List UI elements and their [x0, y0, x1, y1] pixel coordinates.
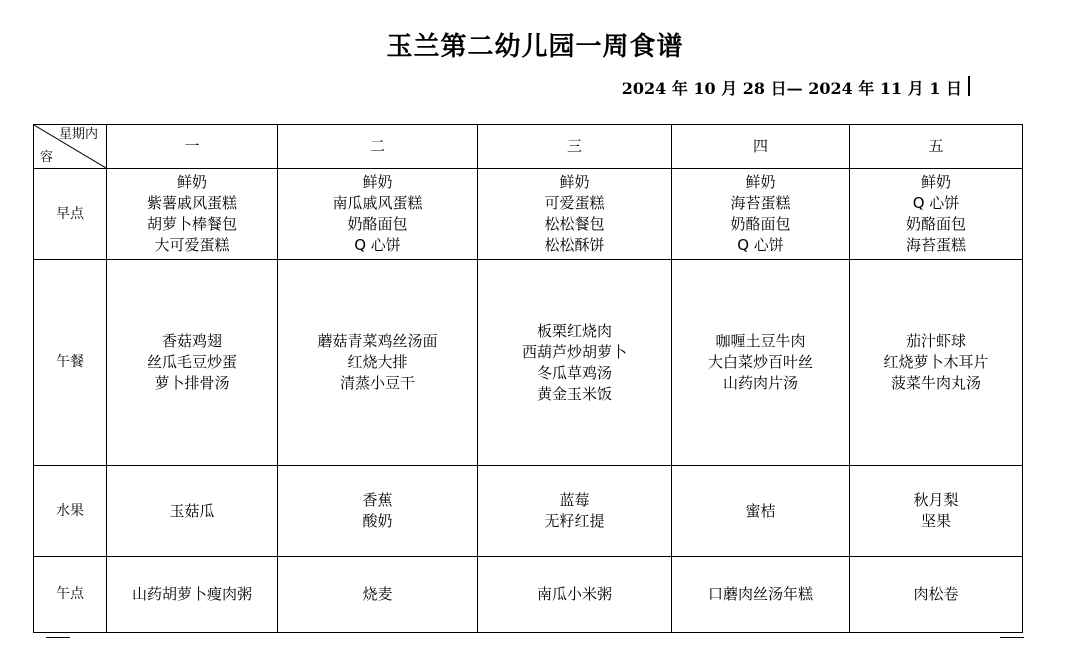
menu-item: 清蒸小豆干 [339, 374, 415, 392]
meal-row [34, 169, 1023, 260]
menu-item: 香菇鸡翅 [161, 332, 222, 350]
meal-row [34, 466, 1023, 557]
menu-item: 红烧大排 [347, 353, 408, 371]
menu-cell [850, 169, 1023, 260]
menu-item: 山药胡萝卜瘦肉粥 [131, 585, 252, 603]
menu-item: 鲜奶 [362, 173, 393, 191]
menu-item: 奶酪面包 [347, 215, 408, 233]
menu-item: 南瓜小米粥 [536, 585, 612, 603]
menu-cell [672, 169, 850, 260]
menu-cell [107, 260, 278, 466]
menu-cell [278, 466, 478, 557]
menu-item: 蓝莓 [559, 491, 590, 509]
menu-item: 松松酥饼 [544, 236, 605, 254]
menu-cell [478, 466, 672, 557]
day-header: 二 [278, 125, 478, 169]
header-row [34, 125, 1023, 169]
menu-item: 大白菜炒百叶丝 [707, 353, 813, 371]
menu-item: 鲜奶 [745, 173, 776, 191]
meal-row [34, 260, 1023, 466]
menu-item: 丝瓜毛豆炒蛋 [146, 353, 237, 371]
menu-item: 黄金玉米饭 [536, 384, 612, 403]
menu-cell [107, 169, 278, 260]
menu-item: 可爱蛋糕 [544, 194, 605, 212]
menu-item: 蘑菇青菜鸡丝汤面 [317, 332, 438, 350]
menu-cell [850, 466, 1023, 557]
menu-item: 咖喱土豆牛肉 [715, 332, 806, 350]
menu-item: 秋月梨 [913, 491, 959, 509]
menu-item: 玉菇瓜 [169, 501, 215, 520]
menu-item: 萝卜排骨汤 [154, 374, 230, 392]
menu-cell [672, 557, 850, 633]
day-header: 四 [672, 125, 850, 169]
menu-item: 烧麦 [362, 585, 393, 603]
menu-item: 口蘑肉丝汤年糕 [707, 585, 813, 603]
day-header: 五 [850, 125, 1023, 169]
menu-item: 胡萝卜棒餐包 [146, 215, 237, 233]
weekly-menu-table [33, 124, 1023, 633]
menu-item: Q 心饼 [354, 236, 401, 254]
meal-row [34, 557, 1023, 633]
menu-item: 冬瓜草鸡汤 [536, 363, 612, 382]
menu-item: 酸奶 [362, 512, 393, 530]
menu-cell [278, 169, 478, 260]
corner-label-bottom: 容 [40, 150, 54, 165]
corner-header-cell [34, 125, 107, 169]
menu-item: 南瓜戚风蛋糕 [332, 194, 423, 212]
menu-cell [850, 557, 1023, 633]
meal-label: 早点 [34, 169, 107, 260]
menu-item: 肉松卷 [913, 585, 959, 603]
menu-item: 山药肉片汤 [722, 374, 798, 392]
meal-label: 午餐 [34, 260, 107, 466]
meal-label: 水果 [34, 466, 107, 557]
menu-item: 奶酪面包 [905, 215, 966, 233]
menu-item: 海苔蛋糕 [730, 194, 791, 212]
menu-item: 鲜奶 [176, 173, 207, 191]
menu-item: 紫薯戚风蛋糕 [146, 194, 237, 212]
menu-cell [850, 260, 1023, 466]
menu-cell [107, 466, 278, 557]
meal-label: 午点 [34, 557, 107, 633]
menu-item: 大可爱蛋糕 [154, 236, 230, 254]
menu-cell [672, 466, 850, 557]
menu-item: 鲜奶 [559, 173, 590, 191]
corner-label-top: 星期内 [58, 127, 98, 142]
page-title: 玉兰第二幼儿园一周食谱 [386, 32, 684, 62]
date-range: 2024 年 10 月 28 日— 2024 年 11 月 1 日 [621, 79, 962, 98]
text-cursor [968, 76, 970, 96]
menu-item: 奶酪面包 [730, 215, 791, 233]
menu-cell [672, 260, 850, 466]
menu-cell [478, 557, 672, 633]
menu-item: 坚果 [920, 512, 951, 530]
menu-cell [107, 557, 278, 633]
menu-item: 无籽红提 [544, 512, 605, 530]
menu-item: 菠菜牛肉丸汤 [890, 374, 981, 392]
menu-cell [478, 260, 672, 466]
menu-item: 茄汁虾球 [905, 332, 966, 350]
menu-item: Q 心饼 [737, 236, 784, 254]
day-header: 三 [478, 125, 672, 169]
menu-item: 松松餐包 [544, 215, 605, 233]
menu-item: 板栗红烧肉 [536, 321, 612, 340]
menu-item: Q 心饼 [912, 194, 960, 212]
menu-item: 海苔蛋糕 [905, 236, 966, 254]
day-header: 一 [107, 125, 278, 169]
menu-cell [278, 557, 478, 633]
menu-item: 香蕉 [362, 491, 393, 509]
menu-item: 鲜奶 [920, 173, 951, 191]
menu-item: 西葫芦炒胡萝卜 [521, 342, 627, 361]
menu-item: 红烧萝卜木耳片 [883, 353, 989, 371]
menu-item: 蜜桔 [745, 501, 776, 520]
menu-cell [478, 169, 672, 260]
menu-cell [278, 260, 478, 466]
